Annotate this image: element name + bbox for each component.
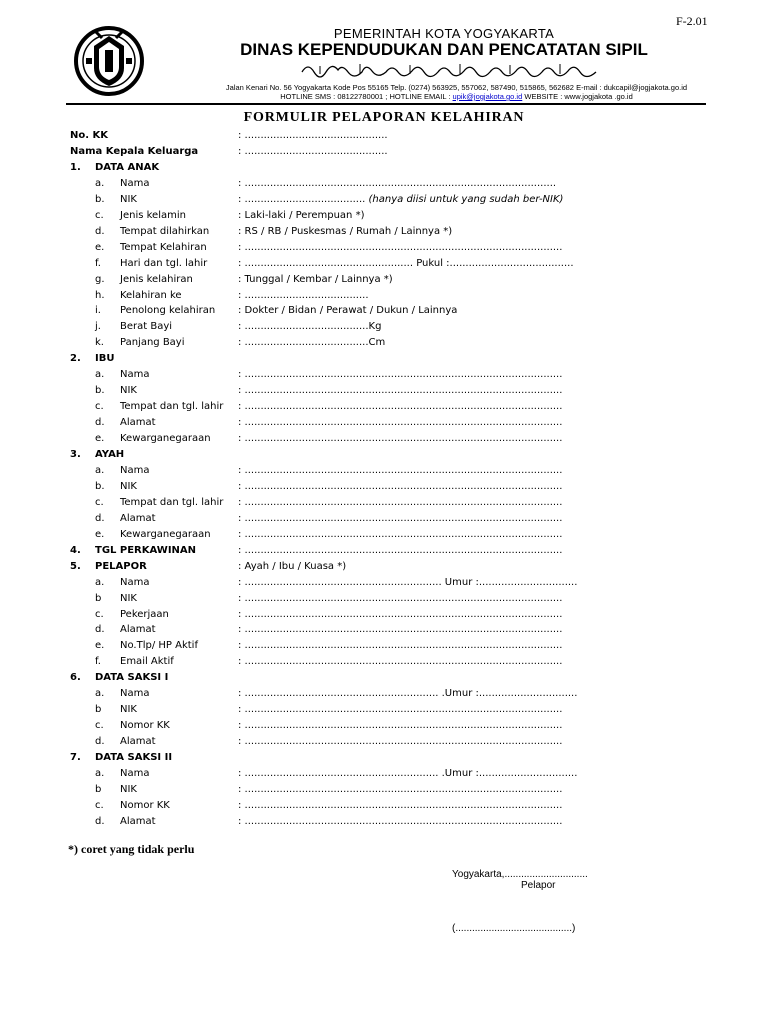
section-number: 4. — [70, 544, 81, 556]
item-letter: d. — [95, 225, 105, 237]
field-label: NIK — [120, 193, 137, 205]
item-letter: j. — [95, 321, 101, 333]
item-letter: g. — [95, 273, 105, 285]
address-line: Jalan Kenari No. 56 Yogyakarta Kode Pos 55165 Telp. (0274) 563925, 557062, 587490, 515865, 562682 E-mail : dukcapil@jogjakota.go.id — [225, 83, 688, 92]
item-letter: b. — [95, 193, 105, 205]
field-label: Berat Bayi — [120, 321, 173, 333]
field-value[interactable]: : Tunggal / Kembar / Lainnya *) — [238, 273, 393, 285]
field-label: NIK — [120, 592, 137, 604]
section-number: 6. — [70, 672, 81, 684]
field-value[interactable]: : .............................................................. Umur :............................... — [238, 576, 578, 588]
item-letter: i. — [95, 305, 101, 317]
field-value[interactable]: : ............................................................. .Umur :............................... — [238, 688, 578, 700]
field-value[interactable]: : ............................................. — [238, 145, 388, 157]
field-label: No. KK — [70, 130, 109, 141]
field-value[interactable]: : .................................................................................................... — [238, 401, 563, 413]
section-number: 1. — [70, 161, 81, 173]
field-label: Kewarganegaraan — [120, 528, 211, 540]
field-value[interactable]: : .................................................................................................... — [238, 480, 563, 492]
field-value[interactable]: : .................................................................................................... — [238, 608, 563, 620]
field-value[interactable]: : Ayah / Ibu / Kuasa *) — [238, 560, 347, 572]
javanese-script-decoration — [300, 60, 600, 78]
field-value[interactable]: : .................................................................................................... — [238, 815, 563, 827]
section-heading: TGL PERKAWINAN — [95, 544, 197, 556]
section-heading: DATA SAKSI II — [95, 752, 173, 764]
item-letter: e. — [95, 241, 105, 253]
field-value[interactable]: : .................................................................................................... — [238, 704, 563, 716]
field-label: Alamat — [120, 624, 156, 636]
section-heading: DATA SAKSI I — [95, 672, 169, 684]
field-label: NIK — [120, 704, 137, 716]
field-label: Nama — [120, 369, 150, 381]
section-heading: DATA ANAK — [95, 161, 160, 173]
field-label: Alamat — [120, 417, 156, 429]
field-value[interactable]: : .................................................................................................... — [238, 369, 563, 381]
field-value[interactable]: : .................................................................................................... — [238, 736, 563, 748]
item-letter: b — [95, 783, 102, 795]
section-heading: AYAH — [95, 449, 125, 460]
field-value[interactable]: : Laki-laki / Perempuan *) — [238, 209, 365, 221]
hotline-line — [0, 92, 768, 101]
website-text: WEBSITE : www.jogjakota .go.id — [522, 92, 633, 101]
item-letter: c. — [95, 608, 104, 620]
item-letter: b. — [95, 480, 105, 492]
field-value[interactable]: : .................................................................................................... — [238, 496, 563, 508]
field-value[interactable]: : .................................................................................................... — [238, 656, 563, 668]
field-label: Alamat — [120, 815, 156, 827]
item-letter: d. — [95, 512, 105, 524]
field-label: Alamat — [120, 736, 156, 748]
section-number: 2. — [70, 353, 81, 365]
item-letter: e. — [95, 433, 105, 445]
item-letter: a. — [95, 576, 105, 588]
item-letter: e. — [95, 528, 105, 540]
field-value[interactable]: : .................................................................................................... — [238, 592, 563, 604]
field-value[interactable]: : ...................................... (hanya diisi untuk yang sudah ber-NIK) — [238, 193, 564, 205]
field-label: Penolong kelahiran — [120, 305, 216, 317]
field-label: Panjang Bayi — [120, 337, 185, 349]
signature-line: (..........................................) — [452, 923, 576, 934]
hotline-email-link[interactable]: upik@jogjakota.go.id — [452, 92, 523, 101]
field-label: Tempat dan tgl. lahir — [120, 496, 224, 508]
field-label: Nomor KK — [120, 720, 170, 732]
item-letter: h. — [95, 289, 105, 301]
field-label: Nama Kepala Keluarga — [70, 145, 199, 157]
field-value[interactable]: : RS / RB / Puskesmas / Rumah / Lainnya *) — [238, 225, 453, 237]
field-value[interactable]: : .................................................................................................... — [238, 512, 563, 524]
item-letter: a. — [95, 177, 105, 189]
field-label: Email Aktif — [120, 656, 174, 668]
item-letter: k. — [95, 337, 104, 349]
field-value[interactable]: : ..................................................... Pukul :....................................... — [238, 257, 574, 269]
field-value[interactable]: : .......................................Kg — [238, 321, 382, 333]
place-date: Yogyakarta,.............................. — [452, 869, 588, 880]
field-label: Jenis kelahiran — [120, 273, 193, 285]
field-value[interactable]: : .................................................................................................... — [238, 385, 563, 397]
item-letter: c. — [95, 799, 104, 811]
footnote: *) coret yang tidak perlu — [68, 842, 195, 856]
field-label: Nama — [120, 576, 150, 588]
item-letter: e. — [95, 640, 105, 652]
field-value[interactable]: : .................................................................................................... — [238, 464, 563, 476]
item-letter: d. — [95, 815, 105, 827]
item-letter: d. — [95, 417, 105, 429]
item-letter: a. — [95, 768, 105, 779]
field-label: Nama — [120, 768, 150, 779]
field-label: Hari dan tgl. lahir — [120, 257, 208, 269]
item-letter: a. — [95, 688, 105, 700]
field-value[interactable]: : .................................................................................................... — [238, 720, 563, 732]
field-value[interactable]: : .................................................................................................... — [238, 640, 563, 652]
item-letter: c. — [95, 401, 104, 413]
field-label: Nama — [120, 177, 150, 189]
field-label: NIK — [120, 480, 137, 492]
section-number: 3. — [70, 449, 81, 460]
field-value[interactable]: : .................................................................................................... — [238, 783, 563, 795]
government-name: PEMERINTAH KOTA YOGYAKARTA — [333, 26, 555, 41]
field-label: Jenis kelamin — [120, 209, 186, 221]
office-name: DINAS KEPENDUDUKAN DAN PENCATATAN SIPIL — [240, 40, 648, 59]
field-label: Alamat — [120, 512, 156, 524]
item-letter: b. — [95, 385, 105, 397]
item-letter: c. — [95, 720, 104, 732]
form-code: F-2.01 — [676, 14, 708, 28]
field-label: Nama — [120, 688, 150, 700]
field-value[interactable]: : ............................................................. .Umur :............................... — [238, 768, 578, 779]
item-letter: a. — [95, 369, 105, 381]
item-letter: c. — [95, 496, 104, 508]
field-value[interactable]: : Dokter / Bidan / Perawat / Dukun / Lainnya — [238, 305, 458, 317]
field-label: Nomor KK — [120, 799, 170, 811]
field-value[interactable]: : .................................................................................................... — [238, 544, 563, 556]
section-heading: IBU — [95, 353, 115, 365]
field-value[interactable]: : .......................................Cm — [238, 337, 386, 349]
item-letter: f. — [95, 257, 101, 269]
field-label: Kewarganegaraan — [120, 433, 211, 445]
item-letter: b — [95, 704, 102, 716]
field-value[interactable]: : .................................................................................................... — [238, 799, 563, 811]
field-value[interactable]: : .................................................................................................... — [238, 241, 563, 253]
section-heading: PELAPOR — [95, 560, 147, 572]
reporter-role: Pelapor — [521, 880, 556, 891]
field-value[interactable]: : .................................................................................................... — [238, 433, 563, 445]
field-label: Tempat Kelahiran — [120, 241, 207, 253]
header-divider — [66, 103, 706, 105]
field-label: Pekerjaan — [120, 608, 169, 620]
item-letter: d. — [95, 624, 105, 636]
item-letter: f. — [95, 656, 101, 668]
item-letter: a. — [95, 464, 105, 476]
field-value[interactable]: : .................................................................................................... — [238, 624, 563, 636]
field-label: No.Tlp/ HP Aktif — [120, 640, 198, 652]
field-label: Tempat dilahirkan — [120, 225, 210, 237]
field-label: Tempat dan tgl. lahir — [120, 401, 224, 413]
hotline-prefix: HOTLINE SMS : 08122780001 ; HOTLINE EMAIL : — [280, 92, 453, 101]
field-value[interactable]: : .................................................................................................... — [238, 528, 563, 540]
form-title: FORMULIR PELAPORAN KELAHIRAN — [243, 110, 525, 125]
field-value[interactable]: : .................................................................................................... — [238, 417, 563, 429]
item-letter: c. — [95, 209, 104, 221]
field-value[interactable]: : ....................................... — [238, 289, 369, 301]
field-label: NIK — [120, 385, 137, 397]
field-value[interactable]: : ............................................. — [238, 130, 388, 141]
field-label: Kelahiran ke — [120, 289, 182, 301]
section-number: 5. — [70, 560, 81, 572]
field-label: NIK — [120, 783, 137, 795]
item-letter: b — [95, 592, 102, 604]
field-value[interactable]: : .................................................................................................. — [238, 177, 557, 189]
item-letter: d. — [95, 736, 105, 748]
field-label: Nama — [120, 464, 150, 476]
section-number: 7. — [70, 752, 81, 764]
